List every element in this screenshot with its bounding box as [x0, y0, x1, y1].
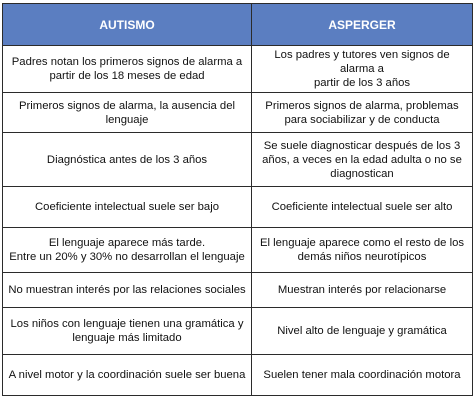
table-header-row: [3, 4, 473, 46]
cell-line: partir de los 18 meses de edad: [49, 70, 205, 82]
cell-autismo: [3, 273, 252, 308]
cell-line: Muestran interés por relacionarse: [277, 284, 447, 296]
cell-asperger: [252, 93, 473, 133]
table-row: [3, 187, 473, 228]
cell-line: A nivel motor y la coordinación suele ser buena: [8, 369, 246, 381]
autism-asperger-comparison-table: [2, 3, 473, 396]
cell-autismo: [3, 46, 252, 93]
cell-line: Coeficiente intelectual suele ser bajo: [35, 201, 219, 213]
cell-asperger: [252, 133, 473, 187]
table-row: [3, 228, 473, 273]
cell-autismo: [3, 308, 252, 355]
cell-line: El lenguaje aparece más tarde.: [48, 237, 206, 249]
cell-line: lenguaje: [105, 113, 149, 126]
cell-line: Padres notan los primeros signos de alarma a: [11, 56, 243, 68]
cell-autismo: [3, 133, 252, 187]
cell-asperger: [252, 273, 473, 308]
cell-line: Los niños con lenguaje tienen una gramática y: [10, 318, 244, 330]
table-row: [3, 308, 473, 355]
cell-line: Diagnóstica antes de los 3 años: [46, 153, 208, 166]
cell-asperger: [252, 308, 473, 355]
cell-line: años, a veces en la edad adulta o no se: [262, 153, 462, 166]
table-row: [3, 46, 473, 93]
cell-autismo: [3, 187, 252, 228]
table-row: [3, 355, 473, 396]
cell-line: Coeficiente intelectual suele ser alto: [271, 201, 453, 213]
cell-line: Los padres y tutores ven signos de alarma a: [274, 49, 450, 75]
cell-line: Entre un 20% y 30% no desarrollan el lenguaje: [9, 251, 245, 263]
header-asperger: ASPERGER: [252, 4, 473, 46]
cell-line: Primeros signos de alarma, la ausencia del: [18, 99, 235, 112]
cell-asperger: [252, 228, 473, 273]
cell-line: lenguaje más limitado: [72, 332, 182, 344]
table-row: [3, 93, 473, 133]
cell-line: El lenguaje aparece como el resto de los: [259, 237, 465, 249]
cell-asperger: [252, 46, 473, 93]
table-row: [3, 273, 473, 308]
cell-autismo: [3, 228, 252, 273]
table-row: [3, 133, 473, 187]
cell-line: para sociabilizar y de conducta: [284, 113, 440, 126]
cell-line: partir de los 3 años: [313, 77, 411, 89]
cell-asperger: [252, 355, 473, 396]
cell-line: Nivel alto de lenguaje y gramática: [277, 325, 447, 337]
cell-line: diagnostican: [330, 167, 394, 180]
cell-autismo: [3, 355, 252, 396]
cell-line: demás niños neurotípicos: [297, 251, 427, 263]
cell-asperger: [252, 187, 473, 228]
cell-line: No muestran interés por las relaciones sociales: [8, 284, 246, 296]
cell-line: Primeros signos de alarma, problemas: [265, 99, 459, 112]
cell-line: Se suele diagnosticar después de los 3: [263, 139, 461, 152]
header-autismo: AUTISMO: [3, 4, 252, 46]
cell-line: Suelen tener mala coordinación motora: [263, 369, 461, 381]
cell-autismo: [3, 93, 252, 133]
